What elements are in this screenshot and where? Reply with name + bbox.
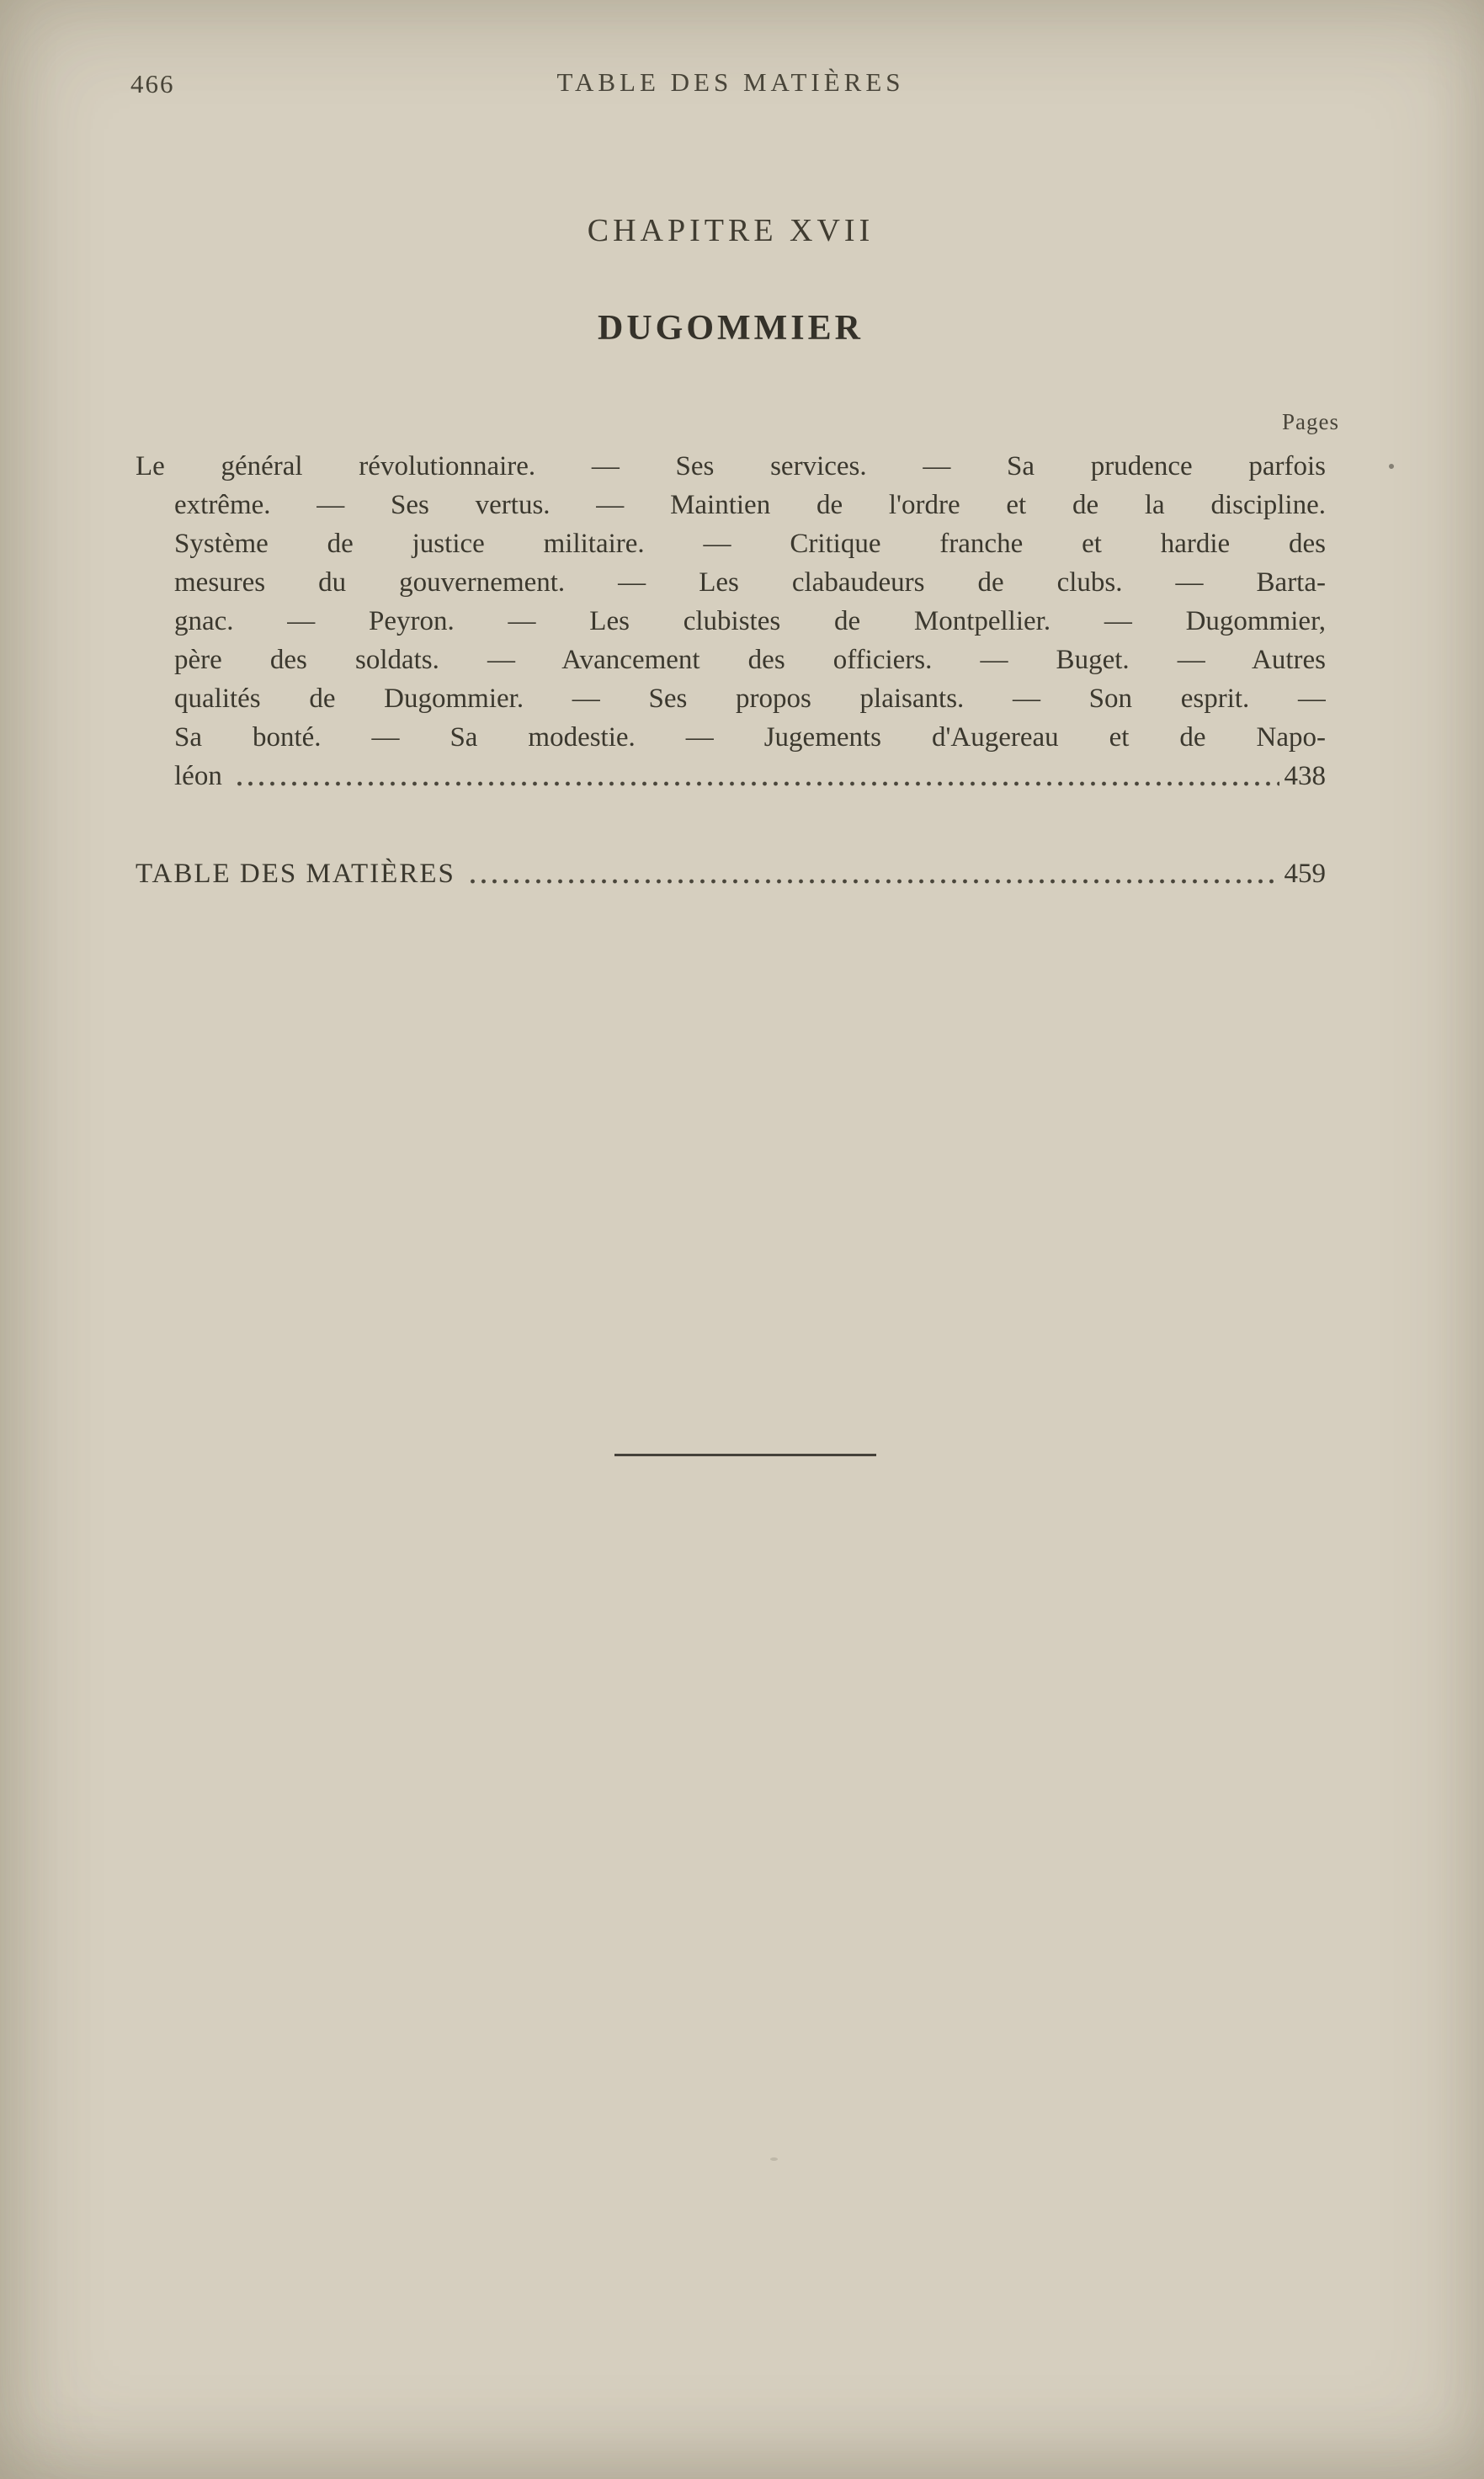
scan-speck xyxy=(770,2157,778,2161)
toc-entry-line: qualités de Dugommier. — Ses propos plaisants. — Son esprit. — xyxy=(174,684,1326,714)
toc-entry-line: extrême. — Ses vertus. — Maintien de l'ordre et de la discipline. xyxy=(174,490,1326,520)
dot-leader xyxy=(234,779,1279,789)
toc-entry-line: père des soldats. — Avancement des officiers. — Buget. — Autres xyxy=(174,645,1326,675)
pages-column-label: Pages xyxy=(1282,409,1339,434)
dot-leader xyxy=(467,876,1279,886)
toc-entry-text: léon xyxy=(174,761,222,791)
toc-page-ref: 438 xyxy=(1284,761,1326,791)
toc-entry-text: TABLE DES MATIÈRES xyxy=(136,859,455,889)
page-content xyxy=(136,0,1339,2479)
toc-entry-line: mesures du gouvernement. — Les clabaudeurs de clubs. — Barta- xyxy=(174,567,1326,598)
page-number-folio: 466 xyxy=(130,69,175,98)
chapter-heading: CHAPITRE XVII xyxy=(587,213,875,248)
toc-entry-last-line xyxy=(136,757,1326,795)
toc-page-ref: 459 xyxy=(1284,859,1326,889)
toc-entry-chapter xyxy=(136,447,1326,795)
chapter-title: DUGOMMIER xyxy=(598,309,864,348)
toc-entry-line: Système de justice militaire. — Critique franche et hardie des xyxy=(174,529,1326,559)
toc-entry-table-des-matieres xyxy=(136,854,1326,893)
running-head: TABLE DES MATIÈRES xyxy=(556,67,905,97)
toc-entry-line: Sa bonté. — Sa modestie. — Jugements d'Augereau et de Napo- xyxy=(174,722,1326,753)
separator-rule xyxy=(614,1454,876,1456)
toc-entry-line: Le général révolutionnaire. — Ses services. — Sa prudence parfois xyxy=(136,451,1326,481)
scan-speck xyxy=(1389,464,1394,469)
toc-entry-line: gnac. — Peyron. — Les clubistes de Montpellier. — Dugommier, xyxy=(174,606,1326,636)
